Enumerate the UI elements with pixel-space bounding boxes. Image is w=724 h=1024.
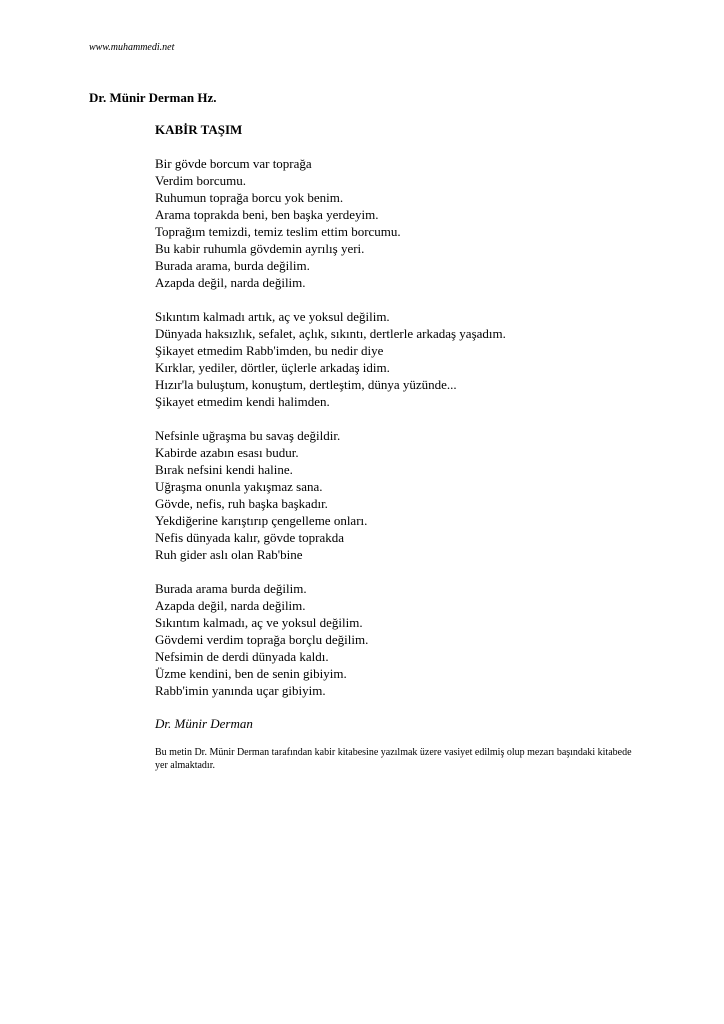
stanza-2 <box>155 308 675 410</box>
poem-line: Sıkıntım kalmadı artık, aç ve yoksul değilim. <box>155 309 390 324</box>
stanza-3 <box>155 427 675 563</box>
poem-line: Şikayet etmedim Rabb'imden, bu nedir diye <box>155 343 384 358</box>
stanza-1 <box>155 155 675 291</box>
author-heading: Dr. Münir Derman Hz. <box>89 90 217 105</box>
poem-line: Dünyada haksızlık, sefalet, açlık, sıkıntı, dertlerle arkadaş yaşadım. <box>155 326 506 341</box>
poem-line: Uğraşma onunla yakışmaz sana. <box>155 479 323 494</box>
poem-title: KABİR TAŞIM <box>155 122 243 137</box>
poem-line: Nefsinle uğraşma bu savaş değildir. <box>155 428 341 443</box>
poem-line: Şikayet etmedim kendi halimden. <box>155 394 330 409</box>
poem-line: Sıkıntım kalmadı, aç ve yoksul değilim. <box>155 615 363 630</box>
poem-line: Kırklar, yediler, dörtler, üçlerle arkadaş idim. <box>155 360 390 375</box>
poem-line: Nefis dünyada kalır, gövde toprakda <box>155 530 345 545</box>
poem-line: Hızır'la buluştum, konuştum, dertleştim, dünya yüzünde... <box>155 377 457 392</box>
poem-line: Arama toprakda beni, ben başka yerdeyim. <box>155 207 379 222</box>
poem-line: Ruhumun toprağa borcu yok benim. <box>155 190 344 205</box>
poem-line: Üzme kendini, ben de senin gibiyim. <box>155 666 347 681</box>
poem-line: Rabb'imin yanında uçar gibiyim. <box>155 683 326 698</box>
signature: Dr. Münir Derman <box>155 716 253 731</box>
footnote: Bu metin Dr. Münir Derman tarafından kabir kitabesine yazılmak üzere vasiyet edilmiş olup mezarı başındaki kitabede yer almaktadır. <box>155 747 632 771</box>
site-url: www.muhammedi.net <box>89 42 175 53</box>
poem-line: Bu kabir ruhumla gövdemin ayrılış yeri. <box>155 241 365 256</box>
poem-line: Toprağım temizdi, temiz teslim ettim borcumu. <box>155 224 401 239</box>
poem-line: Bırak nefsini kendi haline. <box>155 462 293 477</box>
poem-line: Burada arama, burda değilim. <box>155 258 310 273</box>
poem-block <box>155 122 675 772</box>
poem-line: Azapda değil, narda değilim. <box>155 598 306 613</box>
poem-line: Burada arama burda değilim. <box>155 581 307 596</box>
poem-line: Yekdiğerine karıştırıp çengelleme onları. <box>155 513 368 528</box>
poem-line: Verdim borcumu. <box>155 173 246 188</box>
poem-line: Kabirde azabın esası budur. <box>155 445 299 460</box>
poem-line: Nefsimin de derdi dünyada kaldı. <box>155 649 329 664</box>
poem-line: Bir gövde borcum var toprağa <box>155 156 312 171</box>
poem-line: Gövdemi verdim toprağa borçlu değilim. <box>155 632 369 647</box>
poem-line: Azapda değil, narda değilim. <box>155 275 306 290</box>
stanza-4 <box>155 580 675 699</box>
poem-line: Gövde, nefis, ruh başka başkadır. <box>155 496 328 511</box>
poem-line: Ruh gider aslı olan Rab'bine <box>155 547 303 562</box>
